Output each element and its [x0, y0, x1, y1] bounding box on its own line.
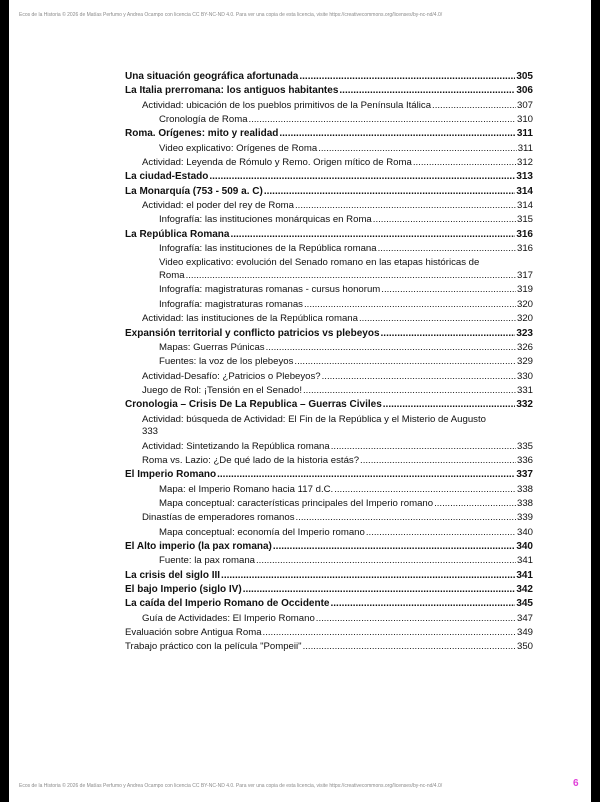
license-header: Ecos de la Historia © 2026 de Matías Perfumo y Andrea Ocampo con licencia CC BY-NC-ND 4.0. Para ver una copia de esta licencia, visite https://creativecommons.org/licenses/by-nc-nd/4.0/ [19, 12, 443, 18]
toc-title: Infografía: las instituciones monárquicas en Roma [159, 214, 372, 226]
toc-title: Mapas: Guerras Púnicas [159, 341, 265, 353]
toc-title: Mapa conceptual: economía del Imperio romano [159, 526, 365, 538]
dot-leader [359, 312, 516, 326]
toc-title: Juego de Rol: ¡Tensión en el Senado! [142, 384, 303, 396]
toc-title: Video explicativo: Orígenes de Roma [159, 142, 318, 154]
dot-leader [383, 398, 516, 412]
dot-leader [294, 355, 516, 369]
toc-entry[interactable] [125, 413, 533, 440]
toc-entry[interactable] [125, 370, 533, 384]
toc-page: 340 [516, 526, 533, 538]
dot-leader [221, 569, 515, 583]
dot-leader [413, 156, 516, 170]
toc-entry[interactable] [125, 626, 533, 640]
toc-title: Guía de Actividades: El Imperio Romano [142, 612, 315, 624]
toc-entry[interactable] [125, 84, 533, 98]
dot-leader [303, 640, 516, 654]
document-page [9, 0, 591, 802]
toc-title: Dinastías de emperadores romanos [142, 512, 295, 524]
toc-page: 338 [516, 483, 533, 495]
toc-entry[interactable] [125, 569, 533, 583]
toc-title: Mapa conceptual: características principales del Imperio romano [159, 497, 434, 509]
toc-page: 339 [516, 512, 533, 524]
toc-title: La ciudad-Estado [125, 171, 209, 183]
toc-title: Video explicativo: evolución del Senado romano en las etapas históricas de [159, 257, 480, 269]
toc-entry[interactable] [125, 597, 533, 611]
dot-leader [331, 440, 516, 454]
dot-leader [316, 612, 516, 626]
toc-page: 326 [516, 341, 533, 353]
toc-title: La República Romana [125, 228, 230, 240]
toc-entry[interactable] [125, 170, 533, 184]
toc-page: 336 [516, 454, 533, 466]
toc-entry[interactable] [125, 283, 533, 297]
dot-leader [318, 142, 516, 156]
toc-entry[interactable] [125, 99, 533, 113]
dot-leader [303, 384, 516, 398]
toc-title: Una situación geográfica afortunada [125, 71, 299, 82]
toc-page: 323 [516, 327, 533, 339]
license-footer: Ecos de la Historia © 2026 de Matías Perfumo y Andrea Ocampo con licencia CC BY-NC-ND 4.0. Para ver una copia de esta licencia, visite https://creativecommons.org/licenses/by-nc-nd/4.0/ [19, 783, 443, 789]
toc-entry[interactable] [125, 526, 533, 540]
toc-title: Evaluación sobre Antigua Roma [125, 627, 262, 639]
dot-leader [432, 99, 516, 113]
dot-leader [322, 370, 516, 384]
toc-page: 332 [516, 399, 533, 411]
dot-leader [296, 511, 516, 525]
toc-page: 331 [516, 384, 533, 396]
toc-page: 313 [516, 171, 533, 183]
toc-entry[interactable] [125, 454, 533, 468]
toc-title: Cronologia – Crisis De La Republica – Guerras Civiles [125, 399, 382, 411]
toc-title: Actividad: Sintetizando la República romana [142, 440, 330, 452]
toc-entry[interactable] [125, 312, 533, 326]
dot-leader [339, 84, 515, 98]
toc-page: 320 [516, 313, 533, 325]
dot-leader [230, 228, 515, 242]
dot-leader [434, 497, 516, 511]
dot-leader [266, 341, 516, 355]
toc-title: La Italia prerromana: los antiguos habitantes [125, 85, 339, 97]
toc-page: 310 [516, 114, 533, 126]
toc-page: 312 [516, 157, 533, 169]
toc-page: 330 [516, 370, 533, 382]
toc-entry[interactable] [125, 440, 533, 454]
toc-entry[interactable] [125, 156, 533, 170]
dot-leader [381, 327, 516, 341]
toc-title: Fuente: la pax romana [159, 555, 255, 567]
dot-leader [334, 483, 516, 497]
toc-title: Actividad: las instituciones de la República romana [142, 313, 358, 325]
toc-title: Infografía: las instituciones de la República romana [159, 243, 377, 255]
dot-leader [263, 626, 516, 640]
toc-title: El Imperio Romano [125, 469, 217, 481]
toc-page: 319 [516, 284, 533, 296]
toc-page: 350 [516, 641, 533, 653]
toc-entry[interactable] [125, 127, 533, 141]
toc-page: 311 [517, 142, 533, 154]
toc-title: Cronología de Roma [159, 114, 248, 126]
dot-leader [366, 526, 516, 540]
toc-entry[interactable] [125, 468, 533, 482]
page-number: 6 [573, 778, 579, 789]
toc-entry[interactable] [125, 256, 533, 283]
toc-title: Actividad: ubicación de los pueblos primitivos de la Península Itálica [142, 99, 432, 111]
toc-entry[interactable] [125, 327, 533, 341]
dot-leader [249, 113, 516, 127]
toc-entry[interactable] [125, 70, 533, 84]
toc-page: 306 [516, 85, 533, 97]
toc-page: 311 [516, 128, 533, 140]
dot-leader [360, 454, 516, 468]
toc-entry[interactable] [125, 398, 533, 412]
toc-title: Expansión territorial y conflicto patricios vs plebeyos [125, 327, 380, 339]
dot-leader [243, 583, 516, 597]
toc-title: La crisis del siglo III [125, 569, 221, 581]
toc-entry[interactable] [125, 242, 533, 256]
toc-entry[interactable] [125, 199, 533, 213]
dot-leader [273, 540, 515, 554]
dot-leader [217, 468, 515, 482]
toc-entry[interactable] [125, 511, 533, 525]
toc-entry[interactable] [125, 113, 533, 127]
toc-entry[interactable] [125, 228, 533, 242]
dot-leader [186, 270, 516, 283]
toc-entry[interactable] [125, 298, 533, 312]
dot-leader [279, 127, 515, 141]
dot-leader [381, 283, 516, 297]
toc-entry[interactable] [125, 142, 533, 156]
toc-entry[interactable] [125, 341, 533, 355]
toc-page: 316 [516, 243, 533, 255]
dot-leader [304, 298, 516, 312]
toc-entry[interactable] [125, 554, 533, 568]
toc-page: 340 [516, 540, 533, 552]
toc-entry[interactable] [125, 540, 533, 554]
toc-page: 341 [516, 569, 533, 581]
toc-page: 342 [516, 584, 533, 595]
toc-title: El Alto imperio (la pax romana) [125, 540, 272, 552]
toc-entry[interactable] [125, 640, 533, 654]
toc-page: 345 [516, 598, 533, 610]
toc-title-continued: 333 [142, 426, 159, 438]
toc-title: Actividad-Desafío: ¿Patricios o Plebeyos? [142, 370, 321, 382]
toc-entry[interactable] [125, 213, 533, 227]
toc-entry[interactable] [125, 583, 533, 597]
table-of-contents [125, 70, 533, 655]
toc-title: Roma vs. Lazio: ¿De qué lado de la historia estás? [142, 454, 360, 466]
toc-title: Fuentes: la voz de los plebeyos [159, 356, 294, 368]
dot-leader [264, 185, 515, 199]
toc-entry[interactable] [125, 355, 533, 369]
toc-page: 337 [516, 469, 533, 481]
toc-page: 314 [516, 200, 533, 212]
toc-page: 314 [516, 185, 533, 197]
toc-title: Infografía: magistraturas romanas - cursus honorum [159, 284, 381, 296]
toc-entry[interactable] [125, 384, 533, 398]
toc-page: 335 [516, 440, 533, 452]
toc-title: Roma. Orígenes: mito y realidad [125, 128, 279, 140]
toc-title-continued: Roma [159, 269, 185, 281]
dot-leader [256, 554, 516, 568]
toc-title: La Monarquía (753 - 509 a. C) [125, 185, 263, 197]
toc-page: 315 [516, 214, 533, 226]
toc-title: La caída del Imperio Romano de Occidente [125, 598, 330, 610]
toc-entry[interactable] [125, 497, 533, 511]
toc-title: Mapa: el Imperio Romano hacia 117 d.C. [159, 483, 334, 495]
toc-title: Actividad: búsqueda de Actividad: El Fin de la República y el Misterio de Augusto [142, 413, 486, 425]
dot-leader [295, 199, 516, 213]
toc-page: 317 [516, 269, 533, 281]
toc-page: 305 [516, 71, 533, 82]
toc-page: 329 [516, 356, 533, 368]
toc-page: 349 [516, 627, 533, 639]
dot-leader [299, 70, 515, 84]
toc-title: Actividad: el poder del rey de Roma [142, 200, 294, 212]
toc-page: 341 [516, 555, 533, 567]
toc-entry[interactable] [125, 185, 533, 199]
dot-leader [378, 242, 516, 256]
toc-page: 307 [516, 99, 533, 111]
toc-title: Infografía: magistraturas romanas [159, 298, 303, 310]
toc-title: Trabajo práctico con la película "Pompeii" [125, 641, 302, 653]
toc-page: 338 [516, 497, 533, 509]
toc-page: 320 [516, 298, 533, 310]
dot-leader [331, 597, 516, 611]
toc-entry[interactable] [125, 483, 533, 497]
toc-entry[interactable] [125, 612, 533, 626]
toc-title: El bajo Imperio (siglo IV) [125, 584, 242, 595]
dot-leader [373, 213, 516, 227]
toc-title: Actividad: Leyenda de Rómulo y Remo. Origen mítico de Roma [142, 157, 412, 169]
toc-page: 347 [516, 612, 533, 624]
toc-page: 316 [516, 228, 533, 240]
dot-leader [209, 170, 515, 184]
